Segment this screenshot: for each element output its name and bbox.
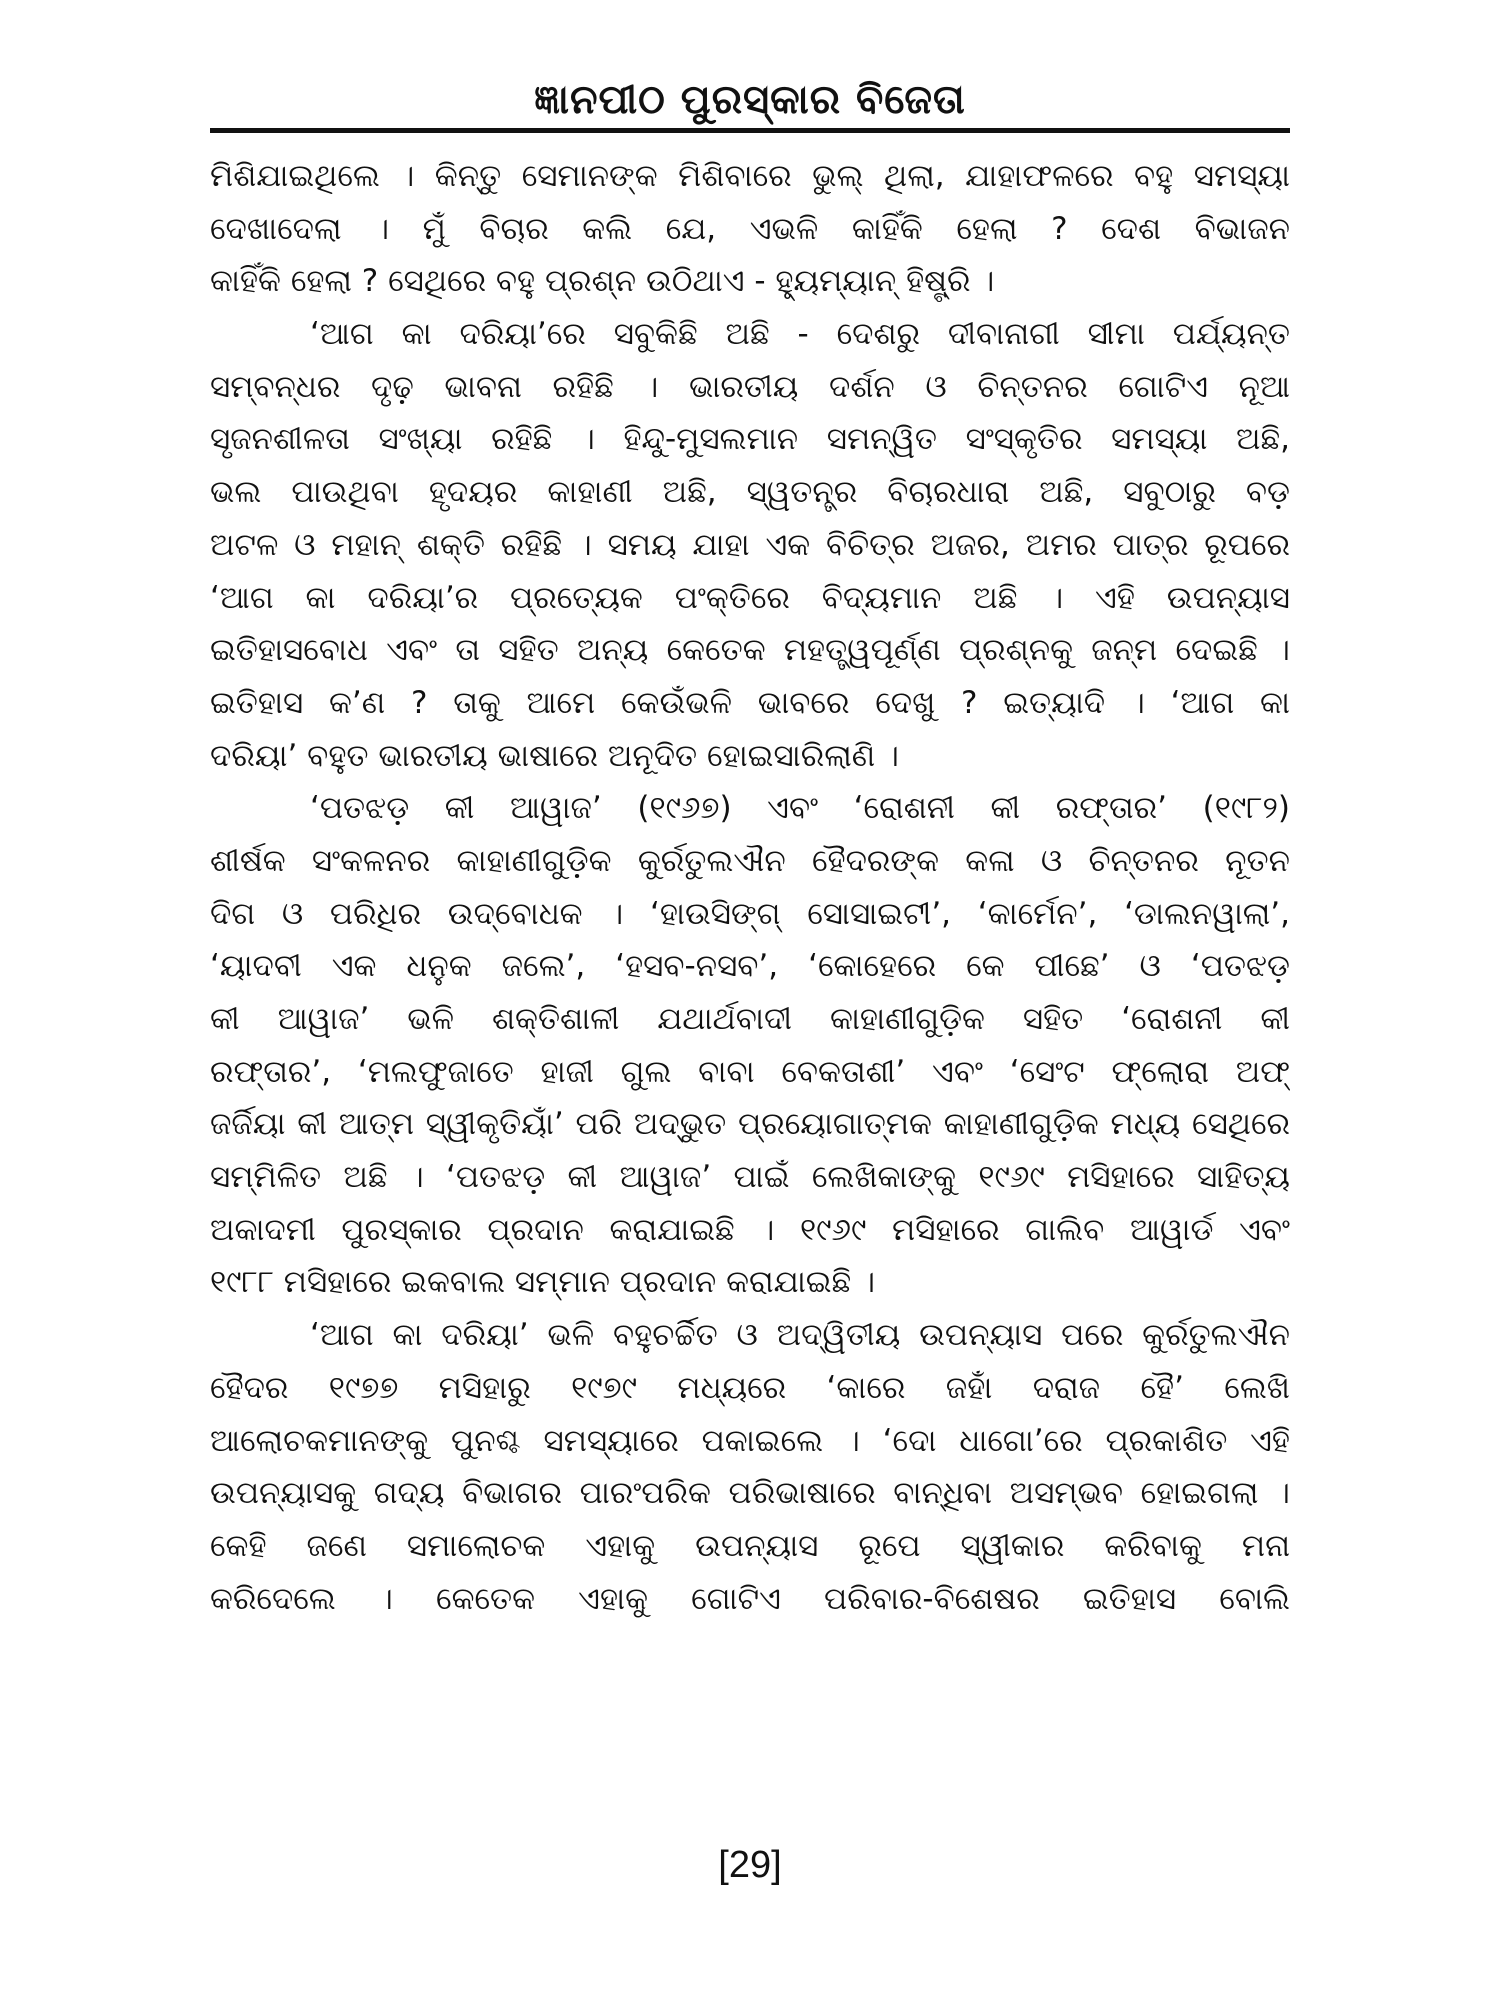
text-line: ଅକାଦମୀ ପୁରସ୍କାର ପ୍ରଦାନ କରାଯାଇଛି । ୧୯୬୯ ମସିହାରେ ଗାଲିବ ଆୱାର୍ଡ ଏବଂ	[210, 1211, 1290, 1248]
text-line: ମିଶିଯାଇଥିଲେ । କିନ୍ତୁ ସେମାନଙ୍କ ମିଶିବାରେ ଭୁଲ୍ ଥିଲା, ଯାହାଫଳରେ ବହୁ ସମସ୍ୟା	[210, 158, 1290, 194]
header-rule	[210, 128, 1290, 133]
text-line: ଅଟଳ ଓ ମହାନ୍ ଶକ୍ତି ରହିଛି । ସମୟ ଯାହା ଏକ ବିଚିତ୍ର ଅଜର, ଅମର ପାତ୍ର ରୂପରେ	[210, 526, 1290, 563]
running-header: ଜ୍ଞାନପୀଠ ପୁରସ୍କାର ବିଜେତା	[534, 77, 966, 123]
text-line: ‘ଆଗ କା ଦରିୟା’ରେ ସବୁକିଛି ଅଛି - ଦେଶରୁ ଦୀବାନାଗୀ ସୀମା ପର୍ଯ୍ୟନ୍ତ	[310, 316, 1290, 353]
text-line: ଦିଗ ଓ ପରିଧିର ଉଦ୍‌ବୋଧକ । ‘ହାଉସିଙ୍ଗ୍ ସୋସାଇଟୀ’, ‘କାର୍ମେନ’, ‘ଡାଲନୱାଲା’,	[210, 895, 1290, 932]
text-line: ଆଲୋଚକମାନଙ୍କୁ ପୁନଶ୍ଚ ସମସ୍ୟାରେ ପକାଇଲେ । ‘ଦୋ ଧାଗୋ’ରେ ପ୍ରକାଶିତ ଏହି	[210, 1422, 1290, 1459]
text-line: ଜର୍ଜିୟା କୀ ଆତ୍ମ ସ୍ୱୀକୃତିୟାଁ’ ପରି ଅଦ୍ଭୁତ ପ୍ରୟୋଗାତ୍ମକ କାହାଣୀଗୁଡ଼ିକ ମଧ୍ୟ ସେଥିରେ	[210, 1106, 1290, 1143]
page-number: [29]	[718, 1844, 782, 1886]
text-line: ଦରିୟା’ ବହୁତ ଭାରତୀୟ ଭାଷାରେ ଅନୂଦିତ ହୋଇସାରିଲାଣି ।	[210, 737, 900, 774]
text-line: ଉପନ୍ୟାସକୁ ଗଦ୍ୟ ବିଭାଗର ପାରଂପରିକ ପରିଭାଷାରେ ବାନ୍ଧିବା ଅସମ୍ଭବ ହୋଇଗଲା ।	[210, 1475, 1290, 1512]
text-line: ସୃଜନଶୀଳତା ସଂଖ୍ୟା ରହିଛି । ହିନ୍ଦୁ-ମୁସଲମାନ ସମନ୍ୱିତ ସଂସ୍କୃତିର ସମସ୍ୟା ଅଛି,	[210, 421, 1290, 458]
text-line: ଇତିହାସ କ’ଣ ? ତାକୁ ଆମେ କେଉଁଭଳି ଭାବରେ ଦେଖୁ ? ଇତ୍ୟାଦି । ‘ଆଗ କା	[210, 684, 1290, 721]
text-line: ସମ୍ମିଳିତ ଅଛି । ‘ପତଝଡ଼ କୀ ଆୱାଜ’ ପାଇଁ ଲେଖିକାଙ୍କୁ ୧୯୬୯ ମସିହାରେ ସାହିତ୍ୟ	[210, 1159, 1290, 1196]
text-line: କୀ ଆୱାଜ’ ଭଳି ଶକ୍ତିଶାଳୀ ଯଥାର୍ଥବାଦୀ କାହାଣୀଗୁଡ଼ିକ ସହିତ ‘ରୋଶନୀ କୀ	[210, 1001, 1290, 1037]
text-line: ଇତିହାସବୋଧ ଏବଂ ତା ସହିତ ଅନ୍ୟ କେତେକ ମହତ୍ତ୍ୱପୂର୍ଣ୍ଣ ପ୍ରଶ୍ନକୁ ଜନ୍ମ ଦେଇଛି ।	[210, 632, 1290, 669]
text-line: ‘ୟାଦବୀ ଏକ ଧନୁକ ଜଲେ’, ‘ହସବ-ନସବ’, ‘କୋହେରେ କେ ପୀଛେ’ ଓ ‘ପତଝଡ଼	[210, 948, 1290, 985]
text-line: ‘ପତଝଡ଼ କୀ ଆୱାଜ’ (୧୯୬୭) ଏବଂ ‘ରୋଶନୀ କୀ ରଫ୍ତାର’ (୧୯୮୨)	[310, 790, 1290, 827]
text-line: ‘ଆଗ କା ଦରିୟା’ର ପ୍ରତ୍ୟେକ ପଂକ୍ତିରେ ବିଦ୍ୟମାନ ଅଛି । ଏହି ଉପନ୍ୟାସ	[210, 579, 1290, 616]
text-line: ଶୀର୍ଷକ ସଂକଳନର କାହାଣୀଗୁଡ଼ିକ କୁର୍ରତୁଲଐନ ହୈଦରଙ୍କ କଳା ଓ ଚିନ୍ତନର ନୂତନ	[210, 842, 1290, 879]
body-text	[210, 150, 1290, 1625]
text-line: ‘ଆଗ କା ଦରିୟା’ ଭଳି ବହୁଚର୍ଚ୍ଚିତ ଓ ଅଦ୍ୱିତୀୟ ଉପନ୍ୟାସ ପରେ କୁର୍ରତୁଲଐନ	[310, 1317, 1290, 1354]
text-line: ଭଲ ପାଉଥିବା ହୃଦୟର କାହାଣୀ ଅଛି, ସ୍ୱତନ୍ତ୍ର ବିଚାରଧାରା ଅଛି, ସବୁଠାରୁ ବଡ଼	[210, 474, 1290, 511]
text-line: କେହି ଜଣେ ସମାଲୋଚକ ଏହାକୁ ଉପନ୍ୟାସ ରୂପେ ସ୍ୱୀକାର କରିବାକୁ ମନା	[210, 1527, 1290, 1564]
text-line: ସମ୍ବନ୍ଧର ଦୃଢ଼ ଭାବନା ରହିଛି । ଭାରତୀୟ ଦର୍ଶନ ଓ ଚିନ୍ତନର ଗୋଟିଏ ନୂଆ	[210, 368, 1290, 405]
text-line: କାହିଁକି ହେଲା ? ସେଥିରେ ବହୁ ପ୍ରଶ୍ନ ଉଠିଥାଏ - ହ୍ୟୁମ୍ୟାନ୍ ହିଷ୍ଟ୍ରି ।	[210, 263, 995, 300]
text-line: ହୈଦର ୧୯୭୭ ମସିହାରୁ ୧୯୭୯ ମଧ୍ୟରେ ‘କାରେ ଜହାଁ ଦରାଜ ହୈ’ ଲେଖି	[210, 1369, 1290, 1406]
text-line: ରଫ୍ତାର’, ‘ମଲଫୁଜାତେ ହାଜୀ ଗୁଲ ବାବା ବେକତାଶୀ’ ଏବଂ ‘ସେଂଟ ଫ୍ଲୋରା ଅଫ୍	[210, 1053, 1290, 1090]
text-line: ୧୯୮୮ ମସିହାରେ ଇକବାଲ ସମ୍ମାନ ପ୍ରଦାନ କରାଯାଇଛି ।	[210, 1264, 876, 1301]
text-line: ଦେଖାଦେଲା । ମୁଁ ବିଚାର କଲି ଯେ, ଏଭଳି କାହିଁକି ହେଲା ? ଦେଶ ବିଭାଜନ	[210, 210, 1290, 247]
text-line: କରିଦେଲେ । କେତେକ ଏହାକୁ ଗୋଟିଏ ପରିବାର-ବିଶେଷର ଇତିହାସ ବୋଲି	[210, 1580, 1290, 1617]
